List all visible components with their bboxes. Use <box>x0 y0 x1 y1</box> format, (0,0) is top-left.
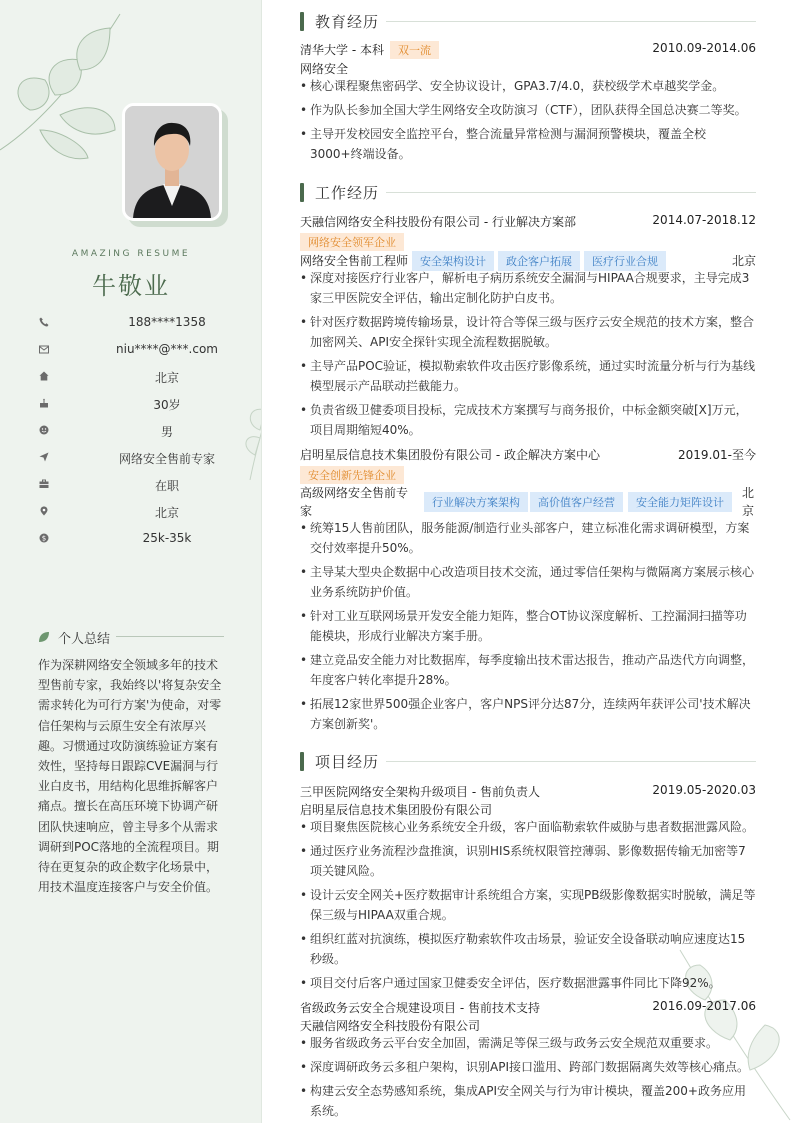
avatar-photo <box>122 103 222 221</box>
job-bullet: • 深度对接医疗行业客户，解析电子病历系统安全漏洞与HIPAA合规要求，主导完成3家三甲医院安全评估，输出定制化防护白皮书。 <box>300 268 756 308</box>
project-date: 2016.09-2017.06 <box>652 999 756 1013</box>
phone-value: 188****1358 <box>128 315 206 329</box>
mail-icon <box>38 343 50 355</box>
skill-tag: 安全架构设计 <box>412 251 494 271</box>
target-role-value: 网络安全售前专家 <box>118 452 215 466</box>
cake-icon <box>38 397 50 409</box>
company-badge <box>300 466 404 484</box>
info-salary <box>38 530 238 548</box>
status-value: 在职 <box>154 479 179 493</box>
school-badge: 双一流 <box>390 41 439 59</box>
main-content <box>300 0 756 1123</box>
send-icon <box>38 451 50 463</box>
skill-tag: 政企客户拓展 <box>498 251 580 271</box>
project-bullet: • 通过医疗业务流程沙盘推演，识别HIS系统权限管控薄弱、影像数据传输无加密等7项关键风险。 <box>300 841 756 881</box>
company-badge <box>300 233 404 251</box>
target-city-value: 北京 <box>154 506 179 520</box>
person-photo-icon <box>125 106 219 218</box>
info-email <box>38 341 238 359</box>
salary-value: 25k-35k <box>142 531 192 545</box>
job-position-row <box>300 484 756 520</box>
person-icon <box>38 424 50 436</box>
skill-tag: 行业解决方案架构 <box>424 492 528 512</box>
job-city: 北京 <box>742 486 755 518</box>
svg-text:$: $ <box>41 534 47 543</box>
money-icon <box>38 532 50 544</box>
info-target-role <box>38 449 238 467</box>
project-org: 启明星辰信息技术集团股份有限公司 <box>300 803 493 817</box>
job-bullet: • 统筹15人售前团队，服务能源/制造行业头部客户，建立标准化需求调研模型，方案交付效率提升50%。 <box>300 518 756 558</box>
project-bullet: • 项目聚焦医院核心业务系统安全升级，客户面临勒索软件威胁与患者数据泄露风险。 <box>300 817 756 837</box>
age-value: 30岁 <box>153 398 181 412</box>
skill-tag: 高价值客户经营 <box>530 492 623 512</box>
project-bullet: • 服务省级政务云平台安全加固，需满足等保三级与政务云安全规范双重要求。 <box>300 1033 756 1053</box>
section-divider <box>386 21 756 22</box>
section-work-header <box>300 182 756 204</box>
education-bullet: • 作为队长参加全国大学生网络安全攻防演习（CTF），团队获得全国总决赛二等奖。 <box>300 100 756 120</box>
company-badge-label: 网络安全领军企业 <box>300 233 404 251</box>
job-bullet: • 针对工业互联网场景开发安全能力矩阵，整合OT协议深度解析、工控漏洞扫描等功能模块，形成行业解决方案手册。 <box>300 606 756 646</box>
summary-divider <box>116 636 224 637</box>
summary-title: 个人总结 <box>58 632 111 647</box>
summary-text: 作为深耕网络安全领域多年的技术型售前专家，我始终以'将复杂安全需求转化为可行方案'为使命，对零信任架构与云原生安全有浓厚兴趣。习惯通过攻防演练验证方案有效性，坚持每日跟踪CVE漏洞与行业白皮书，用结构化思维拆解客户痛点。擅长在高压环境下协调产研团队快速响应，曾主导多个从需求调研到POC落地的全流程项目。期待在更复杂的政企数字化场景中，用技术温度连接客户与安全价值。 <box>38 658 222 895</box>
project-bullet: • 深度调研政务云多租户架构，识别API接口滥用、跨部门数据隔离失效等核心痛点。 <box>300 1057 756 1077</box>
info-phone <box>38 314 238 332</box>
company-badge-label: 安全创新先锋企业 <box>300 466 404 484</box>
project-bullet: • 组织红蓝对抗演练，模拟医疗勒索软件攻击场景，验证安全设备联动响应速度达15秒级。 <box>300 929 756 969</box>
section-projects-header <box>300 751 756 773</box>
section-title: 项目经历 <box>315 753 380 771</box>
project-date: 2019.05-2020.03 <box>652 783 756 797</box>
residence-value: 北京 <box>154 371 179 385</box>
resume-caption: AMAZING RESUME <box>71 249 191 259</box>
section-divider <box>386 192 756 193</box>
project-bullet: • 设计云安全网关+医疗数据审计系统组合方案，实现PB级影像数据实时脱敏，满足等保三级与HIPAA双重合规。 <box>300 885 756 925</box>
leaf-icon <box>38 631 50 643</box>
gender-value: 男 <box>160 425 173 439</box>
job-bullet: • 针对医疗数据跨境传输场景，设计符合等保三级与医疗云安全规范的技术方案，整合加密网关、API安全探针实现全流程数据脱敏。 <box>300 312 756 352</box>
school-name: 清华大学 - 本科 <box>300 43 384 57</box>
job-bullet: • 主导某大型央企数据中心改造项目技术交流，通过零信任架构与微隔离方案展示核心业务系统防护价值。 <box>300 562 756 602</box>
sidebar <box>0 0 262 1123</box>
info-status <box>38 476 238 494</box>
project-org: 天融信网络安全科技股份有限公司 <box>300 1019 481 1033</box>
candidate-name: 牛敬业 <box>92 272 170 300</box>
briefcase-icon <box>38 478 50 490</box>
project-bullet: • 项目交付后客户通过国家卫健委安全评估，医疗数据泄露事件同比下降92%。 <box>300 973 756 993</box>
section-accent-bar <box>300 12 304 31</box>
home-icon <box>38 370 50 382</box>
info-gender <box>38 422 238 440</box>
job-company: 启明星辰信息技术集团股份有限公司 - 政企解决方案中心 <box>300 448 600 462</box>
job-bullet: • 拓展12家世界500强企业客户，客户NPS评分达87分，连续两年获评公司'技术解决方案创新奖'。 <box>300 694 756 734</box>
skill-tag: 安全能力矩阵设计 <box>628 492 732 512</box>
section-title: 工作经历 <box>315 184 380 202</box>
project-name: 省级政务云安全合规建设项目 - 售前技术支持 <box>300 1001 540 1015</box>
section-title: 教育经历 <box>315 13 380 31</box>
info-residence <box>38 368 238 386</box>
job-position: 高级网络安全售前专家 <box>300 486 409 518</box>
section-education-header <box>300 11 756 33</box>
info-target-city <box>38 503 238 521</box>
email-value: niu****@***.com <box>116 342 218 356</box>
avatar <box>122 103 222 221</box>
phone-icon <box>38 316 50 328</box>
section-divider <box>386 761 756 762</box>
job-date: 2014.07-2018.12 <box>652 213 756 227</box>
job-bullet: • 主导产品POC验证，模拟勒索软件攻击医疗影像系统，通过实时流量分析与行为基线模型展示产品联动拦截能力。 <box>300 356 756 396</box>
location-pin-icon <box>38 505 50 517</box>
education-date: 2010.09-2014.06 <box>652 41 756 55</box>
job-date: 2019.01-至今 <box>678 448 756 462</box>
project-bullet: • 构建云安全态势感知系统，集成API安全网关与行为审计模块，覆盖200+政务应用系统。 <box>300 1081 756 1121</box>
education-bullet: • 核心课程聚焦密码学、安全协议设计，GPA3.7/4.0，获校级学术卓越奖学金。 <box>300 76 756 96</box>
job-city: 北京 <box>731 254 756 268</box>
section-accent-bar <box>300 752 304 771</box>
info-age <box>38 395 238 413</box>
education-bullet: • 主导开发校园安全监控平台，整合流量异常检测与漏洞预警模块，覆盖全校3000+终端设备。 <box>300 124 756 164</box>
job-company: 天融信网络安全科技股份有限公司 - 行业解决方案部 <box>300 215 576 229</box>
skill-tag: 医疗行业合规 <box>584 251 666 271</box>
section-accent-bar <box>300 183 304 202</box>
job-bullet: • 建立竞品安全能力对比数据库，每季度输出技术雷达报告，推动产品迭代方向调整，年度客户转化率提升28%。 <box>300 650 756 690</box>
project-name: 三甲医院网络安全架构升级项目 - 售前负责人 <box>300 785 540 799</box>
job-position: 网络安全售前工程师 <box>300 254 409 268</box>
summary-header <box>38 628 224 646</box>
job-bullet: • 负责省级卫健委项目投标，完成技术方案撰写与商务报价，中标金额突破[X]万元，项目周期缩短40%。 <box>300 400 756 440</box>
major: 网络安全 <box>300 62 349 76</box>
